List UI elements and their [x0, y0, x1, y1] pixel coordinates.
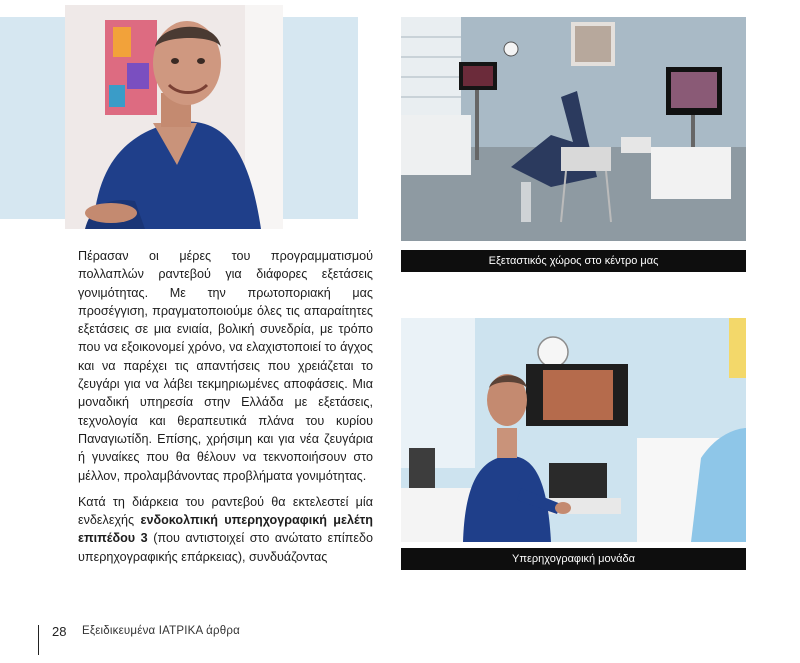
body-paragraph-2-end: (που αντιστοιχεί στο ανώτατο επίπεδο υπερηχογραφικής επάρκειας), συνδυάζοντας: [78, 531, 374, 564]
page-number: 28: [52, 624, 67, 639]
article-body: [78, 247, 373, 574]
ultrasound-unit-caption: Υπερηχογραφική μονάδα: [401, 548, 746, 570]
exam-room-illustration: [401, 17, 746, 241]
footer-divider: [38, 625, 39, 655]
body-paragraph-2-start: Κατά τη διάρκεια του ραντεβού θα εκτελεστεί μία ενδελεχής: [78, 494, 373, 528]
doctor-portrait-photo: [65, 5, 283, 229]
body-paragraph-2-bold: ενδοκολπική υπερηχογραφική μελέτη επιπέδου 3: [78, 513, 373, 546]
body-paragraph-1: Πέρασαν οι μέρες του προγραμματισμού πολλαπλών ραντεβού για διάφορες εξετάσεις γονιμότητας. Με την πρωτοποριακή μας προσέγγιση, πραγματοποιούμε όλες τις απαραίτητες εξετάσεις σε μια ενιαία, βολική συνεδρία, με τρόπο που να εξοικονομεί χρόνο, να ελαχιστοποιεί το άγχος και να παρέχει τις απαντήσεις που χρειάζεται το ζευγάρι για να λάβει τεκμηριωμένες αποφάσεις. Μια μοναδική υπηρεσία στην Ελλάδα με εξετάσεις, τεχνολογία και θεραπευτικά πλάνα του κυρίου Παναγιωτίδη. Επίσης, χρήσιμη και για νέα ζευγάρια ή γυναίκες που θα θέλουν να τεκνοποιήσουν στο μέλλον, προλαμβάνοντας προβλήματα γονιμότητας.: [78, 249, 373, 483]
exam-room-caption: Εξεταστικός χώρος στο κέντρο μας: [401, 250, 746, 272]
doctor-portrait-illustration: [65, 5, 283, 229]
body-paragraph-2: [78, 493, 373, 566]
ultrasound-unit-illustration: [401, 318, 746, 542]
ultrasound-unit-photo: [401, 318, 746, 542]
section-title: Εξειδικευμένα ΙΑΤΡΙΚΑ άρθρα: [82, 625, 240, 637]
exam-room-photo: [401, 17, 746, 241]
